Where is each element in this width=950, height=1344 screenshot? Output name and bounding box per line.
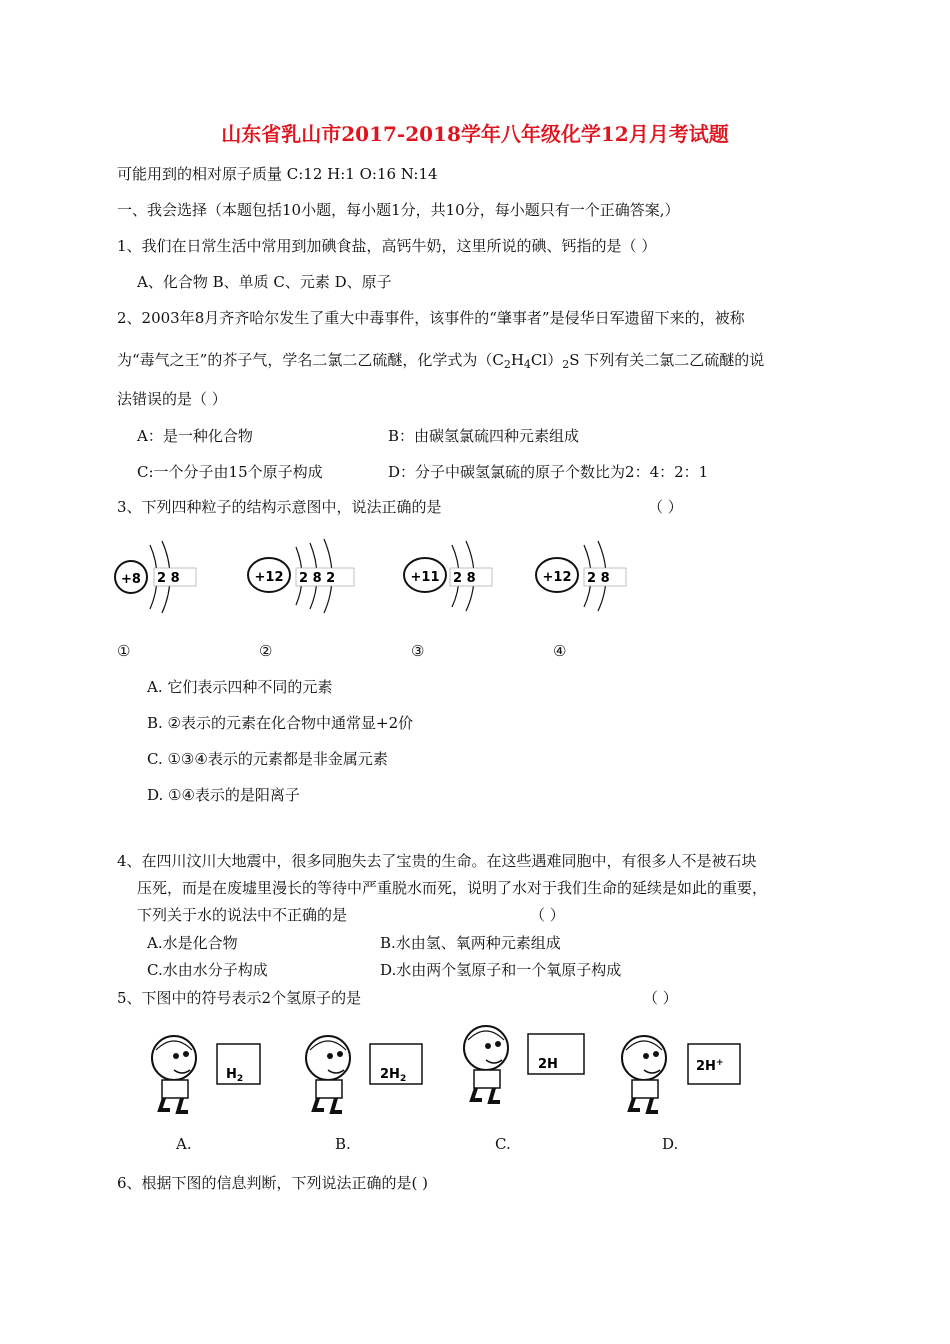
section-heading: 一、我会选择（本题包括10小题，每小题1分，共10分，每小题只有一个正确答案,） — [117, 201, 680, 219]
question-4-option-d: D.水由两个氢原子和一个氧原子构成 — [380, 961, 622, 979]
q2-sub-c: 2 — [503, 358, 511, 371]
diagram-label-3: ③ — [411, 642, 425, 660]
atom-diagram-4 — [536, 541, 626, 611]
question-4-option-b: B.水由氢、氧两种元素组成 — [380, 934, 561, 952]
question-3-bracket: （ ） — [648, 498, 683, 516]
card-label-d: D. — [662, 1135, 679, 1153]
diagram-label-1: ① — [117, 642, 131, 660]
question-2-option-d: D：分子中碳氢氯硫的原子个数比为2：4：2：1 — [388, 463, 709, 481]
shells-1: 2 8 — [157, 571, 180, 586]
shells-3: 2 8 — [453, 571, 476, 586]
atomic-structure-diagrams — [0, 535, 950, 655]
q2-post: S 下列有关二氯二乙硫醚的说 — [569, 351, 765, 369]
q2-h: H — [510, 351, 524, 369]
question-4-line2: 压死，而是在废墟里漫长的等待中严重脱水而死，说明了水对于我们生命的延续是如此的重要， — [137, 879, 768, 897]
question-2-option-b: B：由碳氢氯硫四种元素组成 — [388, 427, 580, 445]
shells-2: 2 8 2 — [299, 571, 336, 586]
nucleus-4: +12 — [542, 570, 572, 585]
card-a-symbol: H — [226, 1067, 237, 1082]
cartoon-card-b — [306, 1036, 422, 1112]
diagram-label-4: ④ — [553, 642, 567, 660]
card-d-symbol: 2H — [696, 1059, 716, 1074]
cartoon-card-d — [622, 1036, 740, 1112]
cartoon-card-a — [152, 1036, 260, 1112]
diagram-label-2: ② — [259, 642, 273, 660]
atom-diagram-2 — [248, 539, 354, 613]
card-b-sub: 2 — [399, 1074, 407, 1084]
q2-cl: Cl） — [530, 351, 563, 369]
shells-4: 2 8 — [587, 571, 610, 586]
page-title: 山东省乳山市2017-2018学年八年级化学12月月考试题 — [221, 122, 729, 146]
question-4-option-a: A.水是化合物 — [147, 934, 238, 952]
atom-diagram-1 — [115, 541, 196, 613]
question-5-bracket: （ ） — [643, 989, 678, 1007]
card-b-symbol: 2H — [380, 1067, 400, 1082]
nucleus-2: +12 — [254, 570, 284, 585]
question-4-line3: 下列关于水的说法中不正确的是 — [137, 906, 348, 924]
card-label-c: C. — [495, 1135, 511, 1153]
question-3-option-d: D. ①④表示的是阳离子 — [147, 786, 300, 804]
atom-diagram-3 — [404, 541, 492, 611]
card-label-a: A. — [176, 1135, 192, 1153]
question-1-stem: 1、我们在日常生活中常用到加碘食盐，高钙牛奶，这里所说的碘、钙指的是（ ） — [117, 237, 657, 255]
card-c-symbol: 2H — [538, 1057, 558, 1072]
card-label-b: B. — [335, 1135, 351, 1153]
cartoon-cards — [0, 1022, 950, 1132]
cartoon-card-c — [464, 1026, 584, 1102]
nucleus-1: +8 — [121, 572, 141, 587]
q2-text: 为“毒气之王”的芥子气，学名二氯二乙硫醚，化学式为（C — [117, 351, 504, 369]
question-5-stem: 5、下图中的符号表示2个氢原子的是 — [117, 989, 362, 1007]
question-1-options: A、化合物 B、单质 C、元素 D、原子 — [137, 273, 392, 291]
question-3-option-a: A. 它们表示四种不同的元素 — [147, 678, 333, 696]
question-2-option-c: C:一个分子由15个原子构成 — [137, 463, 323, 481]
nucleus-3: +11 — [410, 570, 440, 585]
question-3-stem: 3、下列四种粒子的结构示意图中，说法正确的是 — [117, 498, 442, 516]
card-a-sub: 2 — [236, 1074, 244, 1084]
question-2-line3: 法错误的是（ ） — [117, 390, 227, 408]
question-2-line1: 2、2003年8月齐齐哈尔发生了重大中毒事件，该事件的“肇事者”是侵华日军遗留下来的，被称 — [117, 309, 745, 327]
question-3-option-c: C. ①③④表示的元素都是非金属元素 — [147, 750, 388, 768]
card-d-sup: + — [715, 1058, 724, 1068]
q2-sub-h: 4 — [523, 358, 531, 371]
q2-sub-2: 2 — [562, 358, 570, 371]
question-2-option-a: A：是一种化合物 — [137, 427, 253, 445]
atomic-mass-line: 可能用到的相对原子质量 C:12 H:1 O:16 N:14 — [117, 165, 438, 183]
question-4-option-c: C.水由水分子构成 — [147, 961, 268, 979]
question-2-line2 — [117, 350, 764, 375]
question-4-line1: 4、在四川汶川大地震中，很多同胞失去了宝贵的生命。在这些遇难同胞中，有很多人不是被石块 — [117, 852, 757, 870]
question-6-stem: 6、根据下图的信息判断，下列说法正确的是( ) — [117, 1174, 429, 1192]
question-4-bracket: （ ） — [530, 906, 565, 924]
question-3-option-b: B. ②表示的元素在化合物中通常显+2价 — [147, 714, 414, 732]
